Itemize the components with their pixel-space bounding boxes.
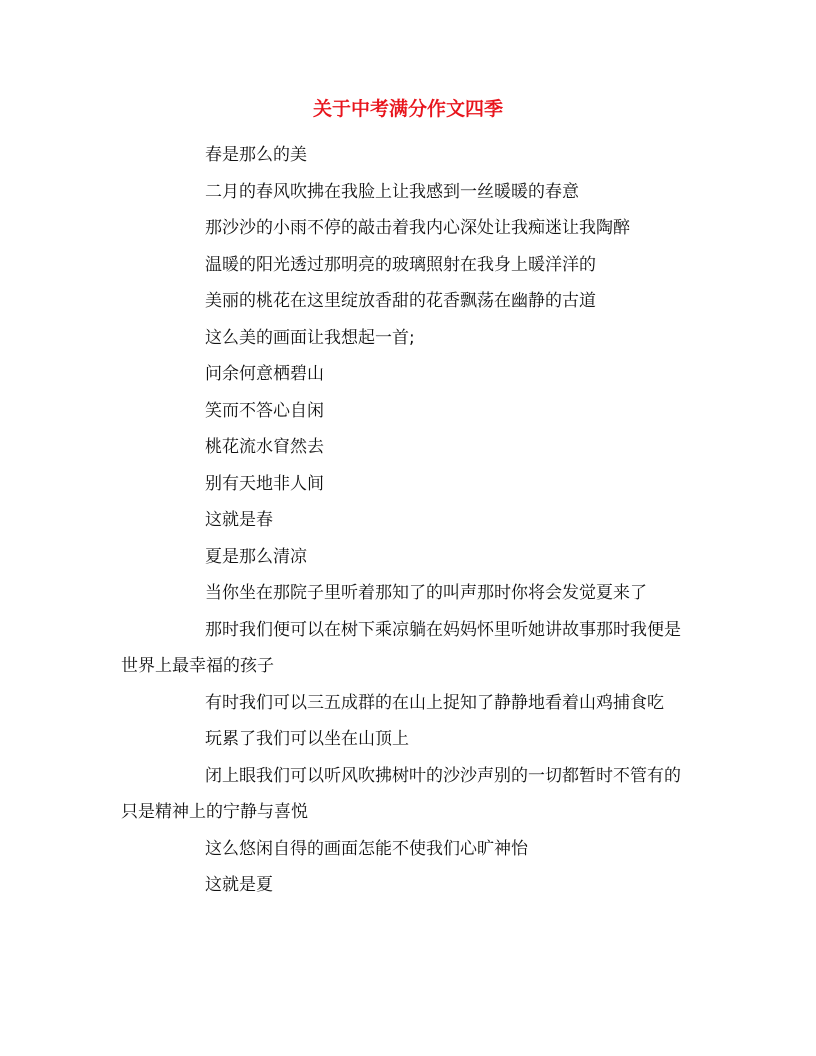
paragraph: 那时我们便可以在树下乘凉躺在妈妈怀里听她讲故事那时我便是世界上最幸福的孩子 [121, 619, 681, 676]
document-title: 关于中考满分作文四季 [312, 98, 503, 120]
paragraph: 美丽的桃花在这里绽放香甜的花香飘荡在幽静的古道 [205, 291, 596, 311]
paragraph: 闭上眼我们可以听风吹拂树叶的沙沙声别的一切都暂时不管有的只是精神上的宁静与喜悦 [121, 765, 681, 822]
paragraph: 夏是那么清凉 [205, 546, 307, 567]
paragraph: 二月的春风吹拂在我脸上让我感到一丝暖暖的春意 [205, 181, 579, 202]
paragraph: 春是那么的美 [205, 145, 307, 165]
paragraph: 那沙沙的小雨不停的敲击着我内心深处让我痴迷让我陶醉 [205, 218, 630, 238]
document-body [121, 137, 691, 904]
paragraph: 这么悠闲自得的画面怎能不使我们心旷神怡 [205, 838, 528, 859]
paragraph: 温暖的阳光透过那明亮的玻璃照射在我身上暖洋洋的 [205, 254, 596, 275]
paragraph: 当你坐在那院子里听着那知了的叫声那时你将会发觉夏来了 [205, 583, 647, 603]
paragraph: 笑而不答心自闲 [205, 400, 324, 421]
paragraph: 有时我们可以三五成群的在山上捉知了静静地看着山鸡捕食吃 [205, 692, 664, 713]
paragraph: 桃花流水窅然去 [205, 437, 324, 457]
paragraph: 玩累了我们可以坐在山顶上 [205, 729, 409, 749]
paragraph: 别有天地非人间 [205, 473, 324, 494]
paragraph: 这么美的画面让我想起一首; [205, 327, 415, 348]
paragraph: 这就是夏 [205, 875, 273, 895]
paragraph: 这就是春 [205, 510, 273, 530]
paragraph: 问余何意栖碧山 [205, 364, 324, 384]
